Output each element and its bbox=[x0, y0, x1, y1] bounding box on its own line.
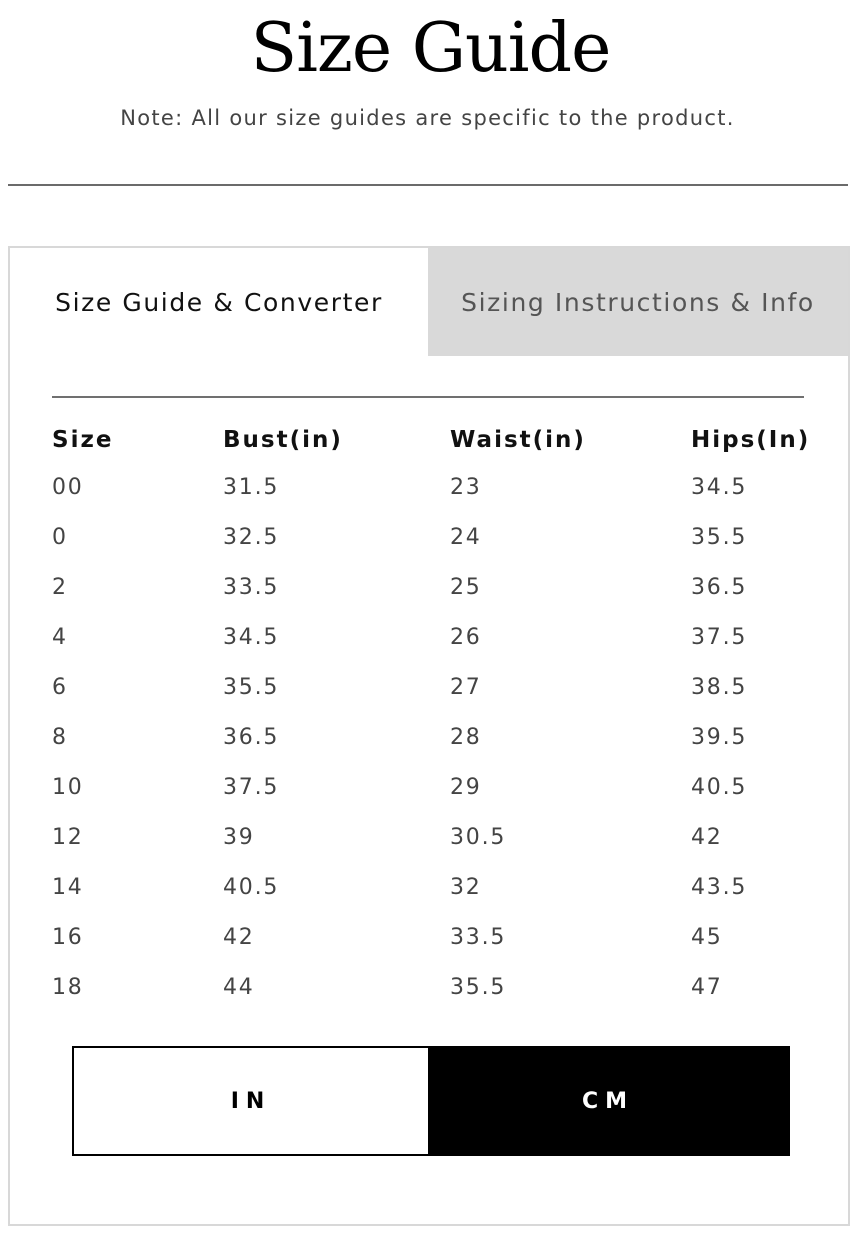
table-cell-hips: 35.5 bbox=[691, 524, 748, 550]
table-cell-bust: 35.5 bbox=[223, 674, 280, 700]
table-cell-waist: 30.5 bbox=[450, 824, 507, 850]
table-cell-bust: 31.5 bbox=[223, 474, 280, 500]
page-title: Size Guide bbox=[250, 9, 611, 88]
table-cell-hips: 39.5 bbox=[691, 724, 748, 750]
unit-in-button[interactable]: IN bbox=[74, 1048, 428, 1154]
table-cell-waist: 29 bbox=[450, 774, 482, 800]
table-cell-waist: 24 bbox=[450, 524, 482, 550]
table-cell-waist: 33.5 bbox=[450, 924, 507, 950]
table-cell-waist: 26 bbox=[450, 624, 482, 650]
table-cell-hips: 37.5 bbox=[691, 624, 748, 650]
table-row bbox=[52, 762, 812, 812]
page-note: Note: All our size guides are specific to the product. bbox=[120, 106, 735, 130]
table-cell-hips: 47 bbox=[691, 974, 723, 1000]
table-cell-hips: 36.5 bbox=[691, 574, 748, 600]
table-cell-hips: 43.5 bbox=[691, 874, 748, 900]
table-cell-bust: 39 bbox=[223, 824, 255, 850]
table-cell-bust: 40.5 bbox=[223, 874, 280, 900]
table-row bbox=[52, 862, 812, 912]
table-cell-bust: 44 bbox=[223, 974, 255, 1000]
table-cell-size: 12 bbox=[52, 824, 84, 850]
unit-cm-button[interactable]: CM bbox=[428, 1048, 788, 1154]
table-row bbox=[52, 662, 812, 712]
table-body bbox=[52, 462, 812, 1012]
table-cell-size: 14 bbox=[52, 874, 84, 900]
table-cell-size: 10 bbox=[52, 774, 84, 800]
table-cell-size: 4 bbox=[52, 624, 68, 650]
table-cell-hips: 45 bbox=[691, 924, 723, 950]
table-cell-size: 2 bbox=[52, 574, 68, 600]
table-cell-waist: 28 bbox=[450, 724, 482, 750]
table-cell-hips: 40.5 bbox=[691, 774, 748, 800]
column-header-waist: Waist(in) bbox=[450, 427, 586, 453]
table-row bbox=[52, 562, 812, 612]
table-row bbox=[52, 962, 812, 1012]
table-cell-waist: 27 bbox=[450, 674, 482, 700]
column-header-bust: Bust(in) bbox=[223, 427, 343, 453]
table-cell-hips: 38.5 bbox=[691, 674, 748, 700]
table-cell-bust: 36.5 bbox=[223, 724, 280, 750]
table-row bbox=[52, 812, 812, 862]
table-cell-hips: 34.5 bbox=[691, 474, 748, 500]
table-cell-hips: 42 bbox=[691, 824, 723, 850]
table-row bbox=[52, 912, 812, 962]
table-cell-bust: 33.5 bbox=[223, 574, 280, 600]
table-cell-waist: 32 bbox=[450, 874, 482, 900]
table-cell-waist: 35.5 bbox=[450, 974, 507, 1000]
table-header-row bbox=[52, 418, 812, 462]
table-cell-size: 16 bbox=[52, 924, 84, 950]
table-cell-size: 8 bbox=[52, 724, 68, 750]
table-divider bbox=[52, 396, 804, 398]
top-divider bbox=[8, 184, 848, 186]
unit-toggle bbox=[72, 1046, 790, 1156]
table-row bbox=[52, 612, 812, 662]
table-row bbox=[52, 712, 812, 762]
size-table bbox=[52, 418, 812, 1012]
tab-size-guide-converter[interactable]: Size Guide & Converter bbox=[10, 248, 428, 356]
table-row bbox=[52, 512, 812, 562]
size-guide-panel bbox=[8, 246, 850, 1226]
column-header-size: Size bbox=[52, 427, 114, 453]
table-cell-bust: 42 bbox=[223, 924, 255, 950]
table-cell-size: 18 bbox=[52, 974, 84, 1000]
table-cell-waist: 23 bbox=[450, 474, 482, 500]
column-header-hips: Hips(In) bbox=[691, 427, 811, 453]
tab-sizing-instructions-info[interactable]: Sizing Instructions & Info bbox=[428, 248, 848, 356]
table-cell-bust: 37.5 bbox=[223, 774, 280, 800]
table-cell-bust: 34.5 bbox=[223, 624, 280, 650]
table-cell-bust: 32.5 bbox=[223, 524, 280, 550]
table-cell-size: 6 bbox=[52, 674, 68, 700]
table-cell-waist: 25 bbox=[450, 574, 482, 600]
table-cell-size: 0 bbox=[52, 524, 68, 550]
table-cell-size: 00 bbox=[52, 474, 84, 500]
table-row bbox=[52, 462, 812, 512]
